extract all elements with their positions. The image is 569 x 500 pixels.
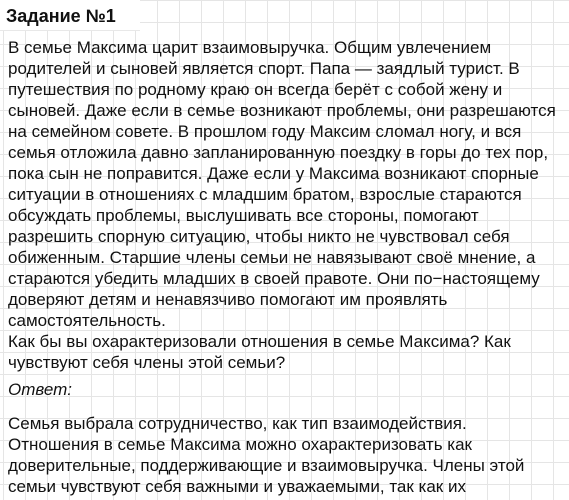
answer-label: Ответ: [8, 380, 73, 399]
task-body: В семье Максима царит взаимовыручка. Общим увлечением родителей и сыновей является спорт. Папа — заядлый турист. В путешествия по родному краю он всегда берёт с собой жену и сыновей. Даже если в семье возникают проблемы, они разрешаются на семейном совете. В прошлом году Максим сломал ногу, и вся семья отложила давно запланированную поездку в горы до тех пор, пока сын не поправится. Даже если у Максима возникают спорные ситуации в отношениях с младшим братом, взрослые стараются обсуждать проблемы, выслушивать все стороны, помогают разрешить спорную ситуацию, чтобы никто не чувствовал себя обиженным. Старшие члены семьи не навязывают своё мнение, а стараются убедить младших в своей правоте. Они по−настоящему доверяют детям и ненавязчиво помогают им проявлять самостоятельность. [8, 38, 556, 330]
task-text [8, 37, 560, 373]
answer-text: Семья выбрала сотрудничество, как тип взаимодействия. Отношения в семье Максима можно охарактеризовать как доверительные, поддерживающие и взаимовыручка. Члены этой семьи чувствуют себя важными и уважаемыми, так как их [8, 414, 525, 496]
task-title: Задание №1 [6, 6, 116, 26]
task-question: Как бы вы охарактеризовали отношения в семье Максима? Как чувствуют себя члены этой семьи? [8, 332, 511, 372]
title-bar [0, 0, 140, 31]
